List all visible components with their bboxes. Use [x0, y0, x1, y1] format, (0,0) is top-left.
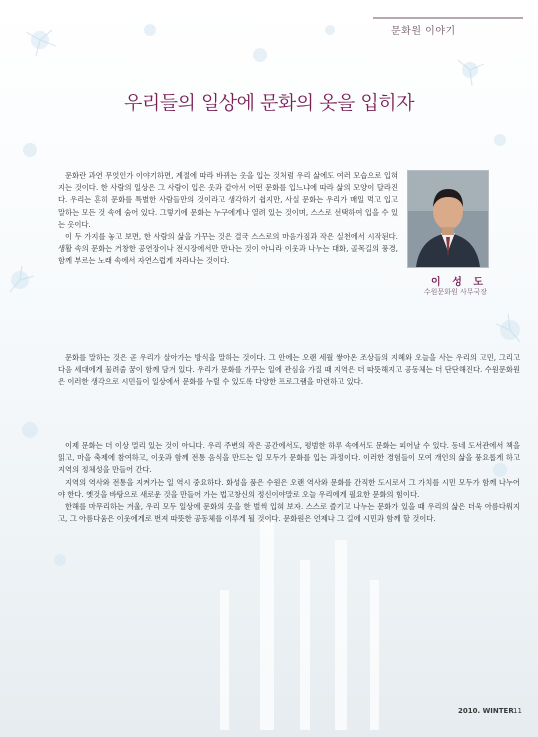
- article-title: 우리들의 일상에 문화의 옷을 입히자: [124, 92, 414, 114]
- section-label: 문화원 이야기: [391, 26, 456, 37]
- issue-label: 2010. WINTER: [458, 707, 514, 715]
- section-divider: [373, 17, 523, 19]
- paragraph: 문화란 과연 무엇인가 이야기하면, 계절에 따라 바뀌는 옷을 입는 것처럼 우리 삶에도 여러 모습으로 입혀지는 것이다. 한 사람의 일상은 그 사람이 입은 옷과 같아서 어떤 문화를 입느냐에 따라 삶의 모양이 달라진다. 우리는 흔히 문화를 특별한 사람들만의 것이라고 생각하기 쉽지만, 사실 문화는 우리가 매일 먹고 입고 말하는 모든 것 속에 숨어 있다. 그렇기에 문화는 누구에게나 열려 있는 것이며, 스스로 선택하여 입을 수 있는 옷이다.: [58, 171, 398, 229]
- paragraph: 이제 문화는 더 이상 멀리 있는 것이 아니다. 우리 주변의 작은 공간에서도, 평범한 하루 속에서도 문화는 피어날 수 있다. 동네 도서관에서 책을 읽고, 마을 축제에 참여하고, 이웃과 함께 전통 음식을 만드는 일 모두가 문화를 입는 과정이다. 이러한 경험들이 모여 개인의 삶을 풍요롭게 하고 지역의 정체성을 만들어 간다.: [58, 441, 520, 475]
- article-body-top: [58, 170, 398, 268]
- paragraph: 한해를 마무리하는 겨울, 우리 모두 일상에 문화의 옷을 한 벌씩 입혀 보자. 스스로 즐기고 나누는 문화가 있을 때 우리의 삶은 더욱 아름다워지고, 그 아름다움은 이웃에게로 번져 따뜻한 공동체를 이루게 될 것이다. 문화원은 언제나 그 길에 시민과 함께 할 것이다.: [58, 502, 520, 524]
- author-role: 수원문화원 사무국장: [423, 288, 487, 296]
- article-body-bottom: [58, 440, 520, 525]
- page-number: 11: [513, 707, 522, 715]
- paragraph: 지역의 역사와 전통을 지켜가는 일 역시 중요하다. 화성을 품은 수원은 오랜 역사와 문화를 간직한 도시로서 그 가치를 시민 모두가 함께 나누어야 한다. 옛것을 바탕으로 새로운 것을 만들어 가는 법고창신의 정신이야말로 오늘 우리에게 필요한 문화의 힘이다.: [58, 477, 520, 499]
- author-photo: [407, 170, 489, 268]
- paragraph: 문화를 말하는 것은 곧 우리가 살아가는 방식을 말하는 것이다. 그 안에는 오랜 세월 쌓아온 조상들의 지혜와 오늘을 사는 우리의 고민, 그리고 다음 세대에게 물려줄 꿈이 함께 담겨 있다. 우리가 문화를 가꾸는 일에 관심을 가질 때 지역은 더 따뜻해지고 공동체는 더 단단해진다. 수원문화원은 이러한 생각으로 시민들이 일상에서 문화를 누릴 수 있도록 다양한 프로그램을 마련하고 있다.: [58, 353, 520, 387]
- author-name: 이 성 도: [431, 277, 487, 288]
- article-body-middle: [58, 352, 520, 389]
- paragraph: 이 두 가지를 놓고 보면, 한 사람의 삶을 가꾸는 것은 결국 스스로의 마음가짐과 작은 실천에서 시작된다. 생활 속의 문화는 거창한 공연장이나 전시장에서만 만나는 것이 아니라 이웃과 나누는 대화, 골목길의 풍경, 함께 부르는 노래 속에서 자연스럽게 자라나는 것이다.: [58, 232, 398, 266]
